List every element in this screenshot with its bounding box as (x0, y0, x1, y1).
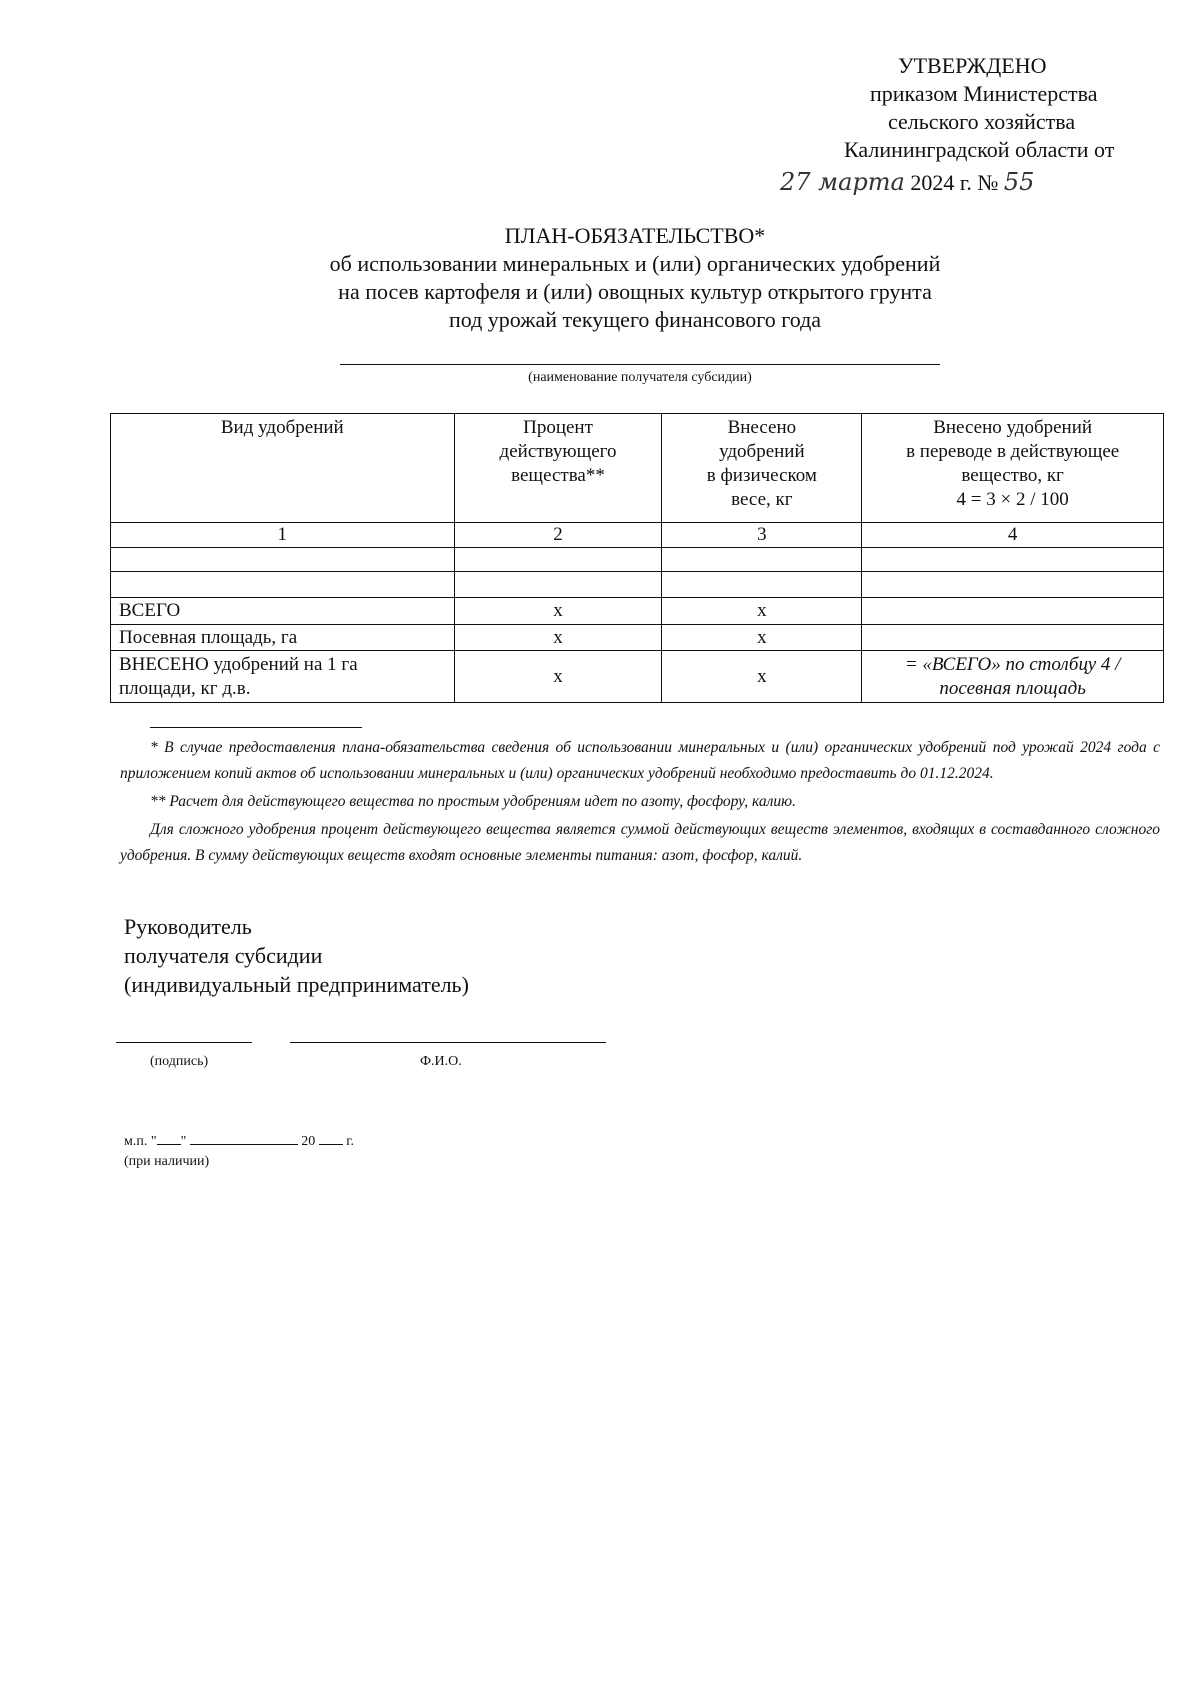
applied-per-ha-row (111, 651, 1164, 703)
table-cell[interactable] (111, 572, 455, 598)
x-mark: x (454, 598, 662, 625)
full-name-field[interactable] (290, 1042, 606, 1043)
signature-field[interactable] (116, 1042, 252, 1043)
col-number: 2 (454, 523, 662, 548)
table-cell[interactable] (662, 572, 862, 598)
table-row (111, 548, 1164, 572)
signatory-line-1: Руководитель (124, 914, 252, 939)
title-line-4: под урожай текущего финансового года (448, 307, 822, 332)
header-fertilizer-type: Вид удобрений (111, 414, 455, 523)
approval-block (780, 52, 1180, 196)
fertilizer-table (110, 413, 1164, 703)
signatory-line-2: получателя субсидии (124, 943, 323, 968)
signatory-block (124, 912, 469, 999)
col-number: 3 (662, 523, 862, 548)
title-line-2: об использовании минеральных и (или) органических удобрений (329, 251, 941, 276)
approval-title: УТВЕРЖДЕНО (898, 53, 1047, 78)
signatory-line-3: (индивидуальный предприниматель) (124, 972, 469, 997)
title-line-1: ПЛАН-ОБЯЗАТЕЛЬСТВО* (504, 223, 766, 248)
month-field[interactable] (190, 1130, 298, 1145)
x-mark: x (662, 651, 862, 703)
handwritten-date: 27 марта (780, 168, 905, 196)
signature-label: (подпись) (150, 1054, 209, 1069)
stamp-note: (при наличии) (124, 1154, 210, 1169)
col-number: 1 (111, 523, 455, 548)
x-mark: x (662, 625, 862, 651)
table-cell[interactable] (454, 572, 662, 598)
approval-ministry: сельского хозяйства (888, 109, 1076, 134)
table-cell[interactable] (862, 598, 1164, 625)
approval-date-line (780, 168, 1034, 197)
recipient-label: (наименование получателя субсидии) (528, 370, 752, 385)
area-row (111, 625, 1164, 651)
approval-region: Калининградской области от (844, 137, 1115, 162)
table-row (111, 572, 1164, 598)
footnote-divider (150, 727, 362, 728)
total-row (111, 598, 1164, 625)
table-cell[interactable] (862, 572, 1164, 598)
column-number-row (111, 523, 1164, 548)
footnote-2: ** Расчет для действующего вещества по простым удобрениям идет по азоту, фосфору, калию. (150, 793, 796, 810)
day-field[interactable] (157, 1130, 181, 1145)
table-cell[interactable] (862, 625, 1164, 651)
year-field[interactable] (319, 1130, 343, 1145)
header-physical-weight: Внесено удобрений в физическом весе, кг (662, 414, 862, 523)
footnote-1: * В случае предоставления плана-обязательства сведения об использовании минеральных и (или) органических удобрений под урожай 2024 года с приложением копий актов об использовании минеральных и (или) органических удобрений необходимо предоставить до 01.12.2024. (120, 739, 1160, 782)
table-cell[interactable] (111, 548, 455, 572)
recipient-name-field[interactable] (340, 364, 940, 365)
total-label: ВСЕГО (111, 598, 455, 625)
header-active-weight: Внесено удобрений в переводе в действующее вещество, кг 4 = 3 × 2 / 100 (862, 414, 1164, 523)
approval-order: приказом Министерства (870, 81, 1098, 106)
formula-cell: = «ВСЕГО» по столбцу 4 / посевная площадь (862, 651, 1164, 703)
full-name-label: Ф.И.О. (420, 1054, 462, 1069)
document-title (250, 222, 1020, 334)
applied-label: ВНЕСЕНО удобрений на 1 га площади, кг д.в. (111, 651, 455, 703)
title-line-3: на посев картофеля и (или) овощных культур открытого грунта (338, 279, 932, 304)
footnote-3: Для сложного удобрения процент действующего вещества является суммой действующих веществ элементов, входящих в составданного сложного удобрения. В сумму действующих веществ входят основные элементы питания: азот, фосфор, калий. (120, 821, 1160, 864)
table-cell[interactable] (862, 548, 1164, 572)
stamp-date-block (124, 1130, 354, 1172)
table-header-row (111, 414, 1164, 523)
header-active-percent: Процент действующего вещества** (454, 414, 662, 523)
x-mark: x (662, 598, 862, 625)
x-mark: x (454, 625, 662, 651)
approval-year: 2024 г. № (910, 170, 999, 195)
table-cell[interactable] (454, 548, 662, 572)
col-number: 4 (862, 523, 1164, 548)
table-cell[interactable] (662, 548, 862, 572)
handwritten-number: 55 (1003, 168, 1035, 196)
x-mark: x (454, 651, 662, 703)
area-label: Посевная площадь, га (111, 625, 455, 651)
footnotes (120, 735, 1160, 869)
stamp-date-line: м.п. " " 20 г. (124, 1130, 354, 1152)
